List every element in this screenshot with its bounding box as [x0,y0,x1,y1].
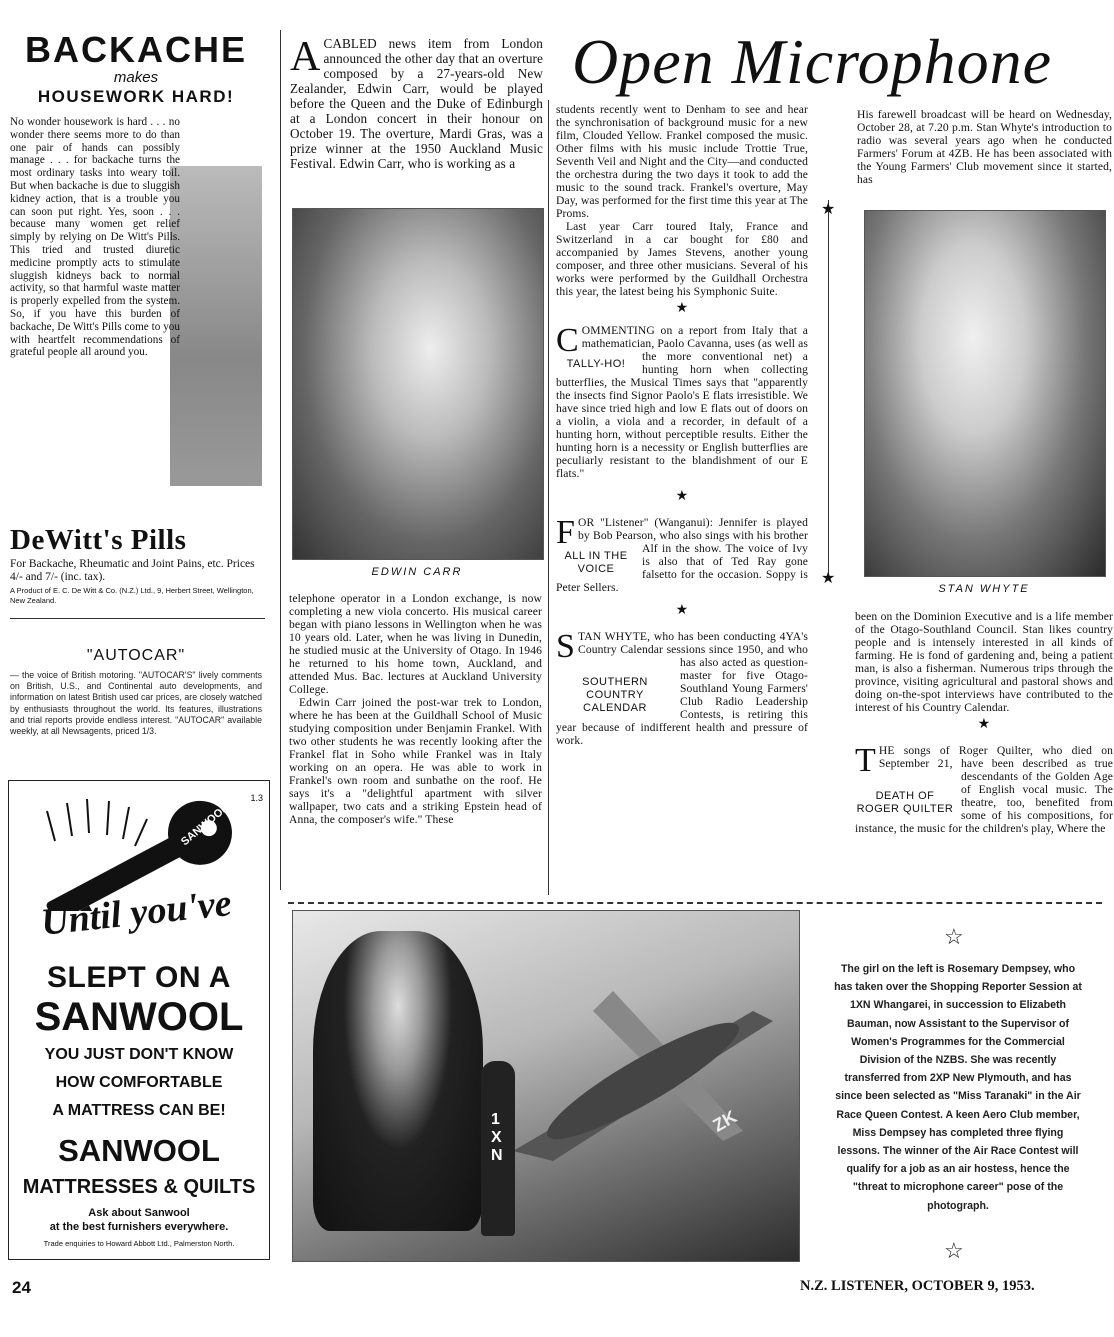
article-text: CABLED news item from London announced the other day that an overture composed by a 27-years-old New Zealander, Edwin Carr, would be played before the Queen and the Duke of Edinburgh at a London concert in their honour on October 19. The overture, Mardi Gras, was a prize winner at the 1950 Auckland Music Festival. Edwin Carr, who is working as a [290,36,543,171]
stan-whyte-photo [864,210,1106,577]
article-text: telephone operator in a London exchange, is now completing a new viola concerto. His musical career began with piano lessons in Wellington when he was 10 years old. Later, when he was living in Dunedin, he studied music at the University of Otago. In 1946 he returned to his home town, Auckland, and attended Mus. Bac. lectures at Auckland University College. [289,592,542,696]
star-ornament: ★ [821,201,836,218]
article-text: Last year Carr toured Italy, France and Switzerland in a car bought for £80 and accompanied by James Stevens, another young composer, and three other musicians. Several of his works were performed by the Guildhall Orchestra this year, the latest being his Symphonic Suite. [556,220,808,298]
star-divider: ★ [675,489,689,504]
ad-headline-2: HOUSEWORK HARD! [37,87,235,106]
mic-label: 1XN [491,1111,503,1164]
side-heading: SOUTHERN COUNTRY CALENDAR [582,676,648,714]
ad-body: No wonder housework is hard . . . no wonder there seems more to do than one pair of hands can possibly manage . . . for backache turns the most ordinary tasks into weary toil. But when backache is due to sluggish kidney action, that is a trouble you can soon put right. Yes, soon . . . because many women get relief simply by relying on De Witt's Pills. This tried and trusted diuretic medicine promptly acts to stimulate sluggish kidneys back to normal activity, so that harmful waste matter is properly expelled from the system. So, if you have this burden of backache, De Witt's Pills come to you with heartfelt recommendations of grateful people all around you. [10,116,180,359]
column-rule [280,30,281,890]
article-col2 [556,103,808,893]
dashed-divider [288,902,1102,904]
ad-products: MATTRESSES & QUILTS [22,1176,256,1198]
divider [10,618,265,619]
edwin-carr-photo [292,208,544,560]
drop-cap: A [290,34,321,80]
star-ornament: ★ [821,570,836,587]
ad-line-3: A MATTRESS CAN BE! [52,1102,226,1119]
woman-illustration [170,166,262,486]
drop-cap: C [556,322,579,359]
article-edwin-carr-cont [289,592,542,826]
article-text: students recently went to Denham to see and hear the synchronisation of background music for a new film, Clouded Yellow. Frankel composed the music. Other films with his music include Trottie True, Seventh Veil and Night and the City—and conducted the orchestra during the two days it took to add the music to the sound track. Frankel's overture, May Day, was performed for the first time this year at The Proms. [556,103,809,220]
ad-maker: A Product of E. C. De Witt & Co. (N.Z.) Ltd., 9, Herbert Street, Wellington, New Zealand. [10,586,254,605]
star-divider: ★ [977,717,991,732]
drop-cap: T [855,742,876,779]
open-star-ornament: ☆ [944,924,964,949]
article-col3 [855,610,1113,894]
autocar-title: "AUTOCAR" [86,647,186,664]
ad-ask: Ask about Sanwool [88,1207,190,1219]
ad-subheadline: makes [113,69,159,86]
ad-trade: Trade enquiries to Howard Abbott Ltd., Palmerston North. [43,1239,235,1248]
ad-line-1: YOU JUST DON'T KNOW [44,1046,234,1063]
drop-cap: S [556,628,576,665]
ad-usage: For Backache, Rheumatic and Joint Pains, etc. Prices 4/- and 7/- (inc. tax). [10,558,255,583]
ad-headline: BACKACHE [25,29,247,70]
ad-brand-2: SANWOOL [58,1133,220,1168]
star-divider: ★ [675,603,689,618]
article-text: OMMENTING on a report from Italy that a mathematician, Paolo Cavanna, uses (as well as the more conventional net) a hunting horn when collecting butterflies, the Musical Times says that "apparently the insects find Signor Paolo's E flats irresistible. We have since tried high and low E flats out of doors on a violin, a viola and a recorder, in default of a hunting horn, without perceptible results. Either the hunting horn is a necessity or English butterflies are peculiarly resistant to the blandishment of our E flats." [556,324,808,480]
ad-line-2: HOW COMFORTABLE [55,1074,223,1091]
article-tally-ho [556,324,808,480]
star-divider: ★ [675,301,689,316]
photo-caption: STAN WHYTE [938,583,1030,595]
model-airplane [493,951,793,1171]
ad-number: 1.3 [250,793,263,803]
autocar-body: — the voice of British motoring. "AUTOCAR'S" lively comments on British, U.S., and Continental auto developments, and information on latest British used car prices, are closely watched by enthusiasts throughout the world. Its features, illustrations and trial reports provide endless interest. "AUTOCAR" available weekly, at all Newsagents, priced 1/3. [10,670,262,737]
article-edwin-carr-intro [290,36,543,206]
article-text: TAN WHYTE, who has been conducting 4YA's Country Calendar sessions since 1950, and who has also acted as question-master for five Otago-Southland Young Farmers' Club Radio Leadership Contests, is retiring this year because of indifferent health and pressure of work. [556,630,808,747]
article-col3-top [857,108,1112,186]
plane-label: ZK [709,1106,741,1136]
open-star-ornament: ☆ [944,1238,964,1263]
key-brand: SANWOOL [179,802,231,849]
side-heading: ALL IN THE VOICE [564,550,628,575]
article-all-in-the-voice [556,516,808,594]
side-heading: TALLY-HO! [566,358,626,370]
article-text: been on the Dominion Executive and is a life member of the Otago-Southland Council. Stan likes country people and is intensely interested in all kinds of farming. He is fond of gardening and, being a patient man, is also a fisherman. Numerous trips through the province, visiting agricultural and pastoral shows and doing on-the-spot interviews have contributed to the interest of his Country Calendar. [855,610,1113,714]
publication-line: N.Z. LISTENER, OCTOBER 9, 1953. [800,1278,1035,1294]
column-rule [828,200,829,580]
ad-brand: SANWOOL [34,995,244,1039]
ad-script: Until you've [39,882,234,944]
ad-slept: SLEPT ON A [47,961,231,994]
article-text: His farewell broadcast will be heard on Wednesday, October 28, at 7.20 p.m. Stan Whyte's introduction to radio was several years ago when he conducted Farmers' Forum at 4ZB. He has been associated with the Young Farmers' Club movement since it started, has [857,108,1112,186]
article-southern-country-calendar [556,630,808,747]
article-text: HE songs of Roger Quilter, who died on September 21, have been described as true descendants of the Golden Age of English vocal music. The theatre, too, benefited from some of his compositions, for instance, the music for the children's play, Where the [855,744,1113,835]
page-title: Open Microphone [572,26,1053,97]
article-death-of-roger-quilter [855,744,1113,835]
key-text: KEY TO COMFORT [37,835,120,886]
photo-caption-text: The girl on the left is Rosemary Dempsey, who has taken over the Shopping Reporter Session at 1XN Whangarei, in succession to Elizabeth Bauman, now Assistant to the Supervisor of Women's Programmes for the Commercial Division of the NZBS. She was recently transferred from 2XP New Plymouth, and has since been selected as "Miss Taranaki" in the Air Race Queen Contest. A keen Aero Club member, Miss Dempsey has completed three flying lessons. The winner of the Air Race Contest will qualify for a job as an air hostess, hence the "threat to microphone career" pose of the photograph. [834,963,1082,1212]
ad-ask-2: at the best furnishers everywhere. [49,1221,229,1233]
backache-ad [10,29,262,605]
rosemary-dempsey-photo [292,910,800,1262]
page-number: 24 [12,1278,31,1297]
autocar-ad [10,646,262,798]
article-text: Edwin Carr joined the post-war trek to London, where he has been at the Guildhall School of Music studying composition under Benjamin Frankel. With two other students he was recently looking after the Frankel flat in Soho while Frankel was in Italy working on an opera. He was able to work in Frankel's own room and sunbathe on the roof. He says it's a "delightful apartment with silver wallpaper, two cats and a striking Epstein head of Anna, the composer's wife." These [289,696,542,826]
photo-caption: EDWIN CARR [371,566,463,578]
column-rule [548,100,549,895]
drop-cap: F [556,514,576,551]
sanwool-ad [8,780,270,1260]
side-heading: DEATH OF ROGER QUILTER [856,790,954,815]
ad-brand: DeWitt's Pills [10,524,187,556]
woman-silhouette [313,931,483,1231]
article-text: OR "Listener" (Wanganui): Jennifer is played by Bob Pearson, who also sings with his brother Alf in the show. The voice of Ivy is also that of Ted Ray gone falsetto for the occasion. Soppy is Peter Sellers. [556,516,808,594]
